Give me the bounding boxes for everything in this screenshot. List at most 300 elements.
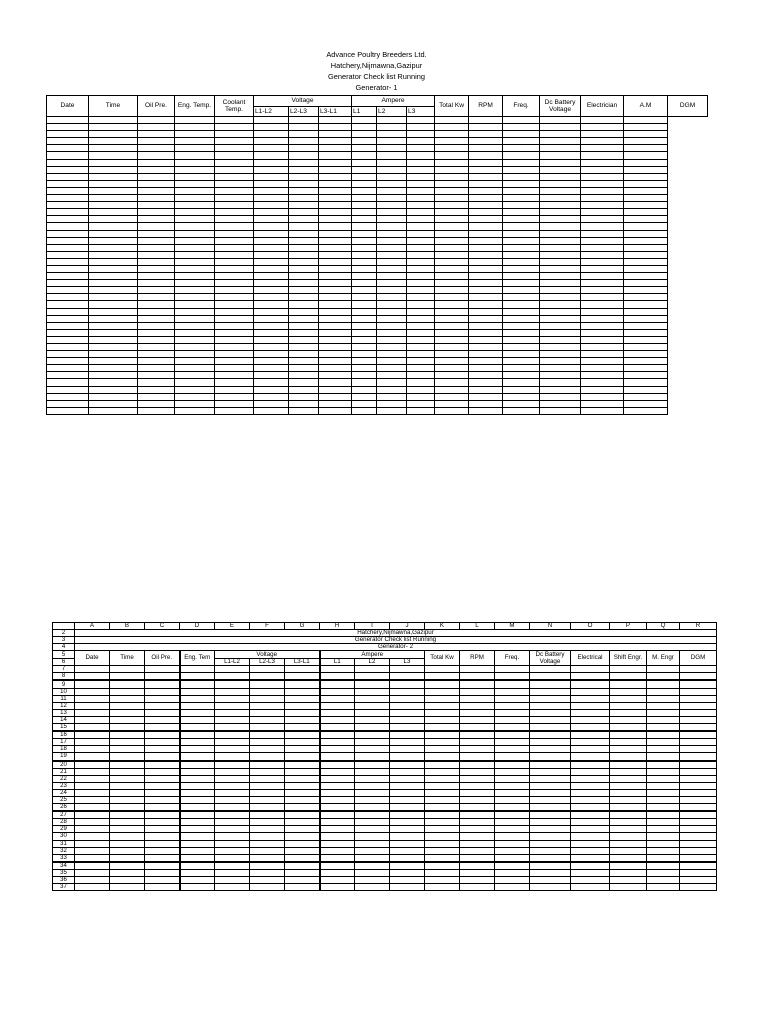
log-cell[interactable]	[319, 265, 352, 272]
log-cell[interactable]	[581, 315, 624, 322]
sheet-cell[interactable]	[425, 796, 460, 803]
log-cell[interactable]	[254, 273, 289, 280]
sheet-cell[interactable]	[390, 862, 425, 870]
sheet-cell[interactable]	[610, 862, 647, 870]
log-cell[interactable]	[377, 344, 407, 351]
log-cell[interactable]	[352, 358, 377, 365]
row-number[interactable]: 4	[53, 644, 75, 651]
log-cell[interactable]	[624, 287, 668, 294]
sheet-cell[interactable]	[110, 739, 145, 746]
sheet-cell[interactable]	[495, 695, 530, 702]
log-cell[interactable]	[581, 336, 624, 343]
log-cell[interactable]	[352, 329, 377, 336]
log-cell[interactable]	[215, 351, 254, 358]
sheet-cell[interactable]	[571, 746, 610, 753]
sheet-cell[interactable]	[110, 673, 145, 681]
log-cell[interactable]	[540, 308, 581, 315]
sheet-cell[interactable]	[215, 775, 250, 782]
log-cell[interactable]	[289, 209, 319, 216]
sheet-cell[interactable]	[647, 731, 680, 739]
sheet-cell[interactable]	[647, 862, 680, 870]
sheet-cell[interactable]	[680, 796, 717, 803]
sheet-cell[interactable]	[355, 680, 390, 688]
col-header-total-kw[interactable]: Total Kw	[425, 651, 460, 666]
log-cell[interactable]	[47, 180, 89, 187]
sheet-cell[interactable]	[647, 847, 680, 854]
log-cell[interactable]	[540, 244, 581, 251]
sheet-cell[interactable]	[75, 688, 110, 695]
sheet-cell[interactable]	[460, 709, 495, 716]
log-cell[interactable]	[138, 400, 175, 407]
log-cell[interactable]	[503, 216, 540, 223]
log-cell[interactable]	[215, 400, 254, 407]
log-cell[interactable]	[289, 336, 319, 343]
log-cell[interactable]	[89, 287, 138, 294]
log-cell[interactable]	[581, 344, 624, 351]
log-cell[interactable]	[469, 273, 503, 280]
sheet-cell[interactable]	[215, 847, 250, 854]
log-cell[interactable]	[469, 223, 503, 230]
sheet-cell[interactable]	[145, 716, 180, 723]
log-cell[interactable]	[377, 223, 407, 230]
sheet-cell[interactable]	[250, 869, 285, 876]
log-cell[interactable]	[319, 131, 352, 138]
log-cell[interactable]	[254, 209, 289, 216]
log-cell[interactable]	[407, 365, 435, 372]
sheet-cell[interactable]	[680, 731, 717, 739]
log-cell[interactable]	[407, 407, 435, 414]
log-cell[interactable]	[407, 117, 435, 124]
log-cell[interactable]	[89, 379, 138, 386]
log-cell[interactable]	[377, 358, 407, 365]
log-cell[interactable]	[352, 393, 377, 400]
log-cell[interactable]	[138, 223, 175, 230]
sheet-cell[interactable]	[215, 869, 250, 876]
log-cell[interactable]	[175, 117, 215, 124]
sheet-cell[interactable]	[145, 854, 180, 862]
log-cell[interactable]	[469, 407, 503, 414]
log-cell[interactable]	[215, 372, 254, 379]
log-cell[interactable]	[407, 244, 435, 251]
sheet-cell[interactable]	[285, 826, 320, 833]
log-cell[interactable]	[215, 173, 254, 180]
sheet-cell[interactable]	[355, 666, 390, 673]
sheet-cell[interactable]	[460, 884, 495, 891]
sheet-cell[interactable]	[460, 847, 495, 854]
sheet-cell[interactable]	[571, 840, 610, 847]
log-cell[interactable]	[89, 315, 138, 322]
sheet-cell[interactable]	[610, 826, 647, 833]
sheet-cell[interactable]	[250, 884, 285, 891]
log-cell[interactable]	[254, 180, 289, 187]
sheet-cell[interactable]	[390, 877, 425, 884]
log-cell[interactable]	[407, 308, 435, 315]
log-cell[interactable]	[407, 400, 435, 407]
log-cell[interactable]	[138, 336, 175, 343]
sheet-cell[interactable]	[145, 884, 180, 891]
sheet-cell[interactable]	[425, 680, 460, 688]
sheet-cell[interactable]	[610, 811, 647, 819]
column-header[interactable]: C	[145, 623, 180, 630]
sheet-cell[interactable]	[75, 761, 110, 769]
log-cell[interactable]	[407, 379, 435, 386]
log-cell[interactable]	[289, 180, 319, 187]
sheet-cell[interactable]	[571, 753, 610, 761]
log-cell[interactable]	[435, 308, 469, 315]
log-cell[interactable]	[138, 237, 175, 244]
log-cell[interactable]	[503, 187, 540, 194]
log-cell[interactable]	[215, 159, 254, 166]
log-cell[interactable]	[581, 244, 624, 251]
sheet-cell[interactable]	[285, 724, 320, 732]
log-cell[interactable]	[581, 294, 624, 301]
sheet-cell[interactable]	[680, 746, 717, 753]
log-cell[interactable]	[352, 322, 377, 329]
sheet-cell[interactable]	[530, 833, 571, 840]
log-cell[interactable]	[503, 195, 540, 202]
log-cell[interactable]	[47, 187, 89, 194]
sheet-cell[interactable]	[647, 811, 680, 819]
sheet-cell[interactable]	[495, 826, 530, 833]
log-cell[interactable]	[289, 258, 319, 265]
log-cell[interactable]	[175, 329, 215, 336]
sheet-cell[interactable]	[355, 833, 390, 840]
log-cell[interactable]	[435, 294, 469, 301]
log-cell[interactable]	[581, 280, 624, 287]
sheet-cell[interactable]	[145, 826, 180, 833]
sheet-cell[interactable]	[425, 840, 460, 847]
sheet-cell[interactable]	[495, 833, 530, 840]
sheet-cell[interactable]	[530, 782, 571, 789]
log-cell[interactable]	[540, 145, 581, 152]
log-cell[interactable]	[469, 315, 503, 322]
sheet-cell[interactable]	[495, 702, 530, 709]
sheet-cell[interactable]	[530, 847, 571, 854]
log-cell[interactable]	[175, 294, 215, 301]
log-cell[interactable]	[435, 365, 469, 372]
log-cell[interactable]	[254, 223, 289, 230]
log-cell[interactable]	[377, 315, 407, 322]
sheet-cell[interactable]	[180, 840, 215, 847]
log-cell[interactable]	[503, 251, 540, 258]
col-header-voltage-l3-l1[interactable]: L3-L1	[285, 658, 320, 666]
log-cell[interactable]	[435, 145, 469, 152]
sheet-cell[interactable]	[571, 877, 610, 884]
sheet-cell[interactable]	[180, 877, 215, 884]
log-cell[interactable]	[540, 372, 581, 379]
log-cell[interactable]	[503, 223, 540, 230]
sheet-cell[interactable]	[610, 666, 647, 673]
sheet-cell[interactable]	[250, 854, 285, 862]
log-cell[interactable]	[581, 209, 624, 216]
log-cell[interactable]	[47, 358, 89, 365]
log-cell[interactable]	[138, 251, 175, 258]
log-cell[interactable]	[469, 152, 503, 159]
sheet-cell[interactable]	[215, 673, 250, 681]
log-cell[interactable]	[407, 280, 435, 287]
sheet-cell[interactable]	[495, 724, 530, 732]
log-cell[interactable]	[503, 159, 540, 166]
log-cell[interactable]	[624, 315, 668, 322]
log-cell[interactable]	[289, 131, 319, 138]
sheet-cell[interactable]	[320, 716, 355, 723]
col-header-time[interactable]: Time	[110, 651, 145, 666]
log-cell[interactable]	[435, 322, 469, 329]
sheet-cell[interactable]	[145, 746, 180, 753]
log-cell[interactable]	[352, 258, 377, 265]
log-cell[interactable]	[503, 407, 540, 414]
log-cell[interactable]	[352, 159, 377, 166]
log-cell[interactable]	[89, 145, 138, 152]
log-cell[interactable]	[47, 152, 89, 159]
log-cell[interactable]	[138, 308, 175, 315]
sheet-cell[interactable]	[530, 854, 571, 862]
log-cell[interactable]	[352, 173, 377, 180]
log-cell[interactable]	[47, 301, 89, 308]
sheet-cell[interactable]	[460, 840, 495, 847]
log-cell[interactable]	[624, 187, 668, 194]
sheet-cell[interactable]	[320, 862, 355, 870]
log-cell[interactable]	[624, 251, 668, 258]
col-header-voltage-l1-l2[interactable]: L1-L2	[215, 658, 250, 666]
sheet-cell[interactable]	[425, 819, 460, 826]
sheet-cell[interactable]	[250, 688, 285, 695]
log-cell[interactable]	[289, 152, 319, 159]
log-cell[interactable]	[352, 308, 377, 315]
log-cell[interactable]	[138, 244, 175, 251]
log-cell[interactable]	[89, 365, 138, 372]
log-cell[interactable]	[469, 187, 503, 194]
log-cell[interactable]	[540, 124, 581, 131]
log-cell[interactable]	[377, 294, 407, 301]
log-cell[interactable]	[215, 138, 254, 145]
log-cell[interactable]	[503, 358, 540, 365]
log-cell[interactable]	[435, 273, 469, 280]
log-cell[interactable]	[407, 336, 435, 343]
log-cell[interactable]	[215, 237, 254, 244]
sheet-cell[interactable]	[110, 702, 145, 709]
sheet-cell[interactable]	[571, 761, 610, 769]
log-cell[interactable]	[175, 145, 215, 152]
sheet-cell[interactable]	[75, 833, 110, 840]
log-cell[interactable]	[175, 244, 215, 251]
row-number[interactable]: 18	[53, 746, 75, 753]
sheet-cell[interactable]	[647, 884, 680, 891]
row-number[interactable]: 11	[53, 695, 75, 702]
sheet-cell[interactable]	[110, 782, 145, 789]
log-cell[interactable]	[254, 187, 289, 194]
row-number[interactable]: 9	[53, 680, 75, 688]
log-cell[interactable]	[138, 393, 175, 400]
sheet-cell[interactable]	[647, 804, 680, 812]
log-cell[interactable]	[503, 365, 540, 372]
sheet-cell[interactable]	[460, 731, 495, 739]
column-header[interactable]: F	[250, 623, 285, 630]
sheet-cell[interactable]	[285, 782, 320, 789]
sheet-cell[interactable]	[530, 884, 571, 891]
log-cell[interactable]	[138, 287, 175, 294]
sheet-cell[interactable]	[320, 884, 355, 891]
log-cell[interactable]	[540, 358, 581, 365]
log-cell[interactable]	[624, 351, 668, 358]
log-cell[interactable]	[47, 393, 89, 400]
log-cell[interactable]	[407, 322, 435, 329]
log-cell[interactable]	[215, 202, 254, 209]
sheet-cell[interactable]	[495, 789, 530, 796]
sheet-cell[interactable]	[530, 695, 571, 702]
log-cell[interactable]	[289, 294, 319, 301]
sheet-cell[interactable]	[75, 789, 110, 796]
log-cell[interactable]	[175, 372, 215, 379]
log-cell[interactable]	[319, 166, 352, 173]
sheet-cell[interactable]	[215, 666, 250, 673]
log-cell[interactable]	[138, 180, 175, 187]
sheet-cell[interactable]	[610, 739, 647, 746]
log-cell[interactable]	[540, 287, 581, 294]
log-cell[interactable]	[540, 265, 581, 272]
log-cell[interactable]	[289, 344, 319, 351]
sheet-cell[interactable]	[110, 833, 145, 840]
log-cell[interactable]	[319, 258, 352, 265]
log-cell[interactable]	[469, 117, 503, 124]
sheet-cell[interactable]	[75, 775, 110, 782]
sheet-cell[interactable]	[390, 840, 425, 847]
log-cell[interactable]	[89, 152, 138, 159]
log-cell[interactable]	[624, 258, 668, 265]
sheet-cell[interactable]	[250, 702, 285, 709]
log-cell[interactable]	[624, 159, 668, 166]
log-cell[interactable]	[89, 336, 138, 343]
sheet-cell[interactable]	[390, 819, 425, 826]
sheet-cell[interactable]	[215, 862, 250, 870]
log-cell[interactable]	[89, 209, 138, 216]
log-cell[interactable]	[377, 308, 407, 315]
sheet-cell[interactable]	[495, 877, 530, 884]
sheet-cell[interactable]	[145, 709, 180, 716]
column-header[interactable]: N	[530, 623, 571, 630]
log-cell[interactable]	[175, 265, 215, 272]
col-header-ampere-l2[interactable]: L2	[355, 658, 390, 666]
log-cell[interactable]	[503, 379, 540, 386]
log-cell[interactable]	[175, 315, 215, 322]
log-cell[interactable]	[319, 351, 352, 358]
sheet-cell[interactable]	[460, 854, 495, 862]
sheet-cell[interactable]	[145, 673, 180, 681]
sheet-cell[interactable]	[647, 695, 680, 702]
log-cell[interactable]	[377, 351, 407, 358]
log-cell[interactable]	[540, 173, 581, 180]
log-cell[interactable]	[503, 344, 540, 351]
sheet-cell[interactable]	[180, 753, 215, 761]
sheet-cell[interactable]	[610, 789, 647, 796]
sheet-cell[interactable]	[680, 869, 717, 876]
log-cell[interactable]	[254, 386, 289, 393]
sheet-cell[interactable]	[571, 688, 610, 695]
sheet-cell[interactable]	[610, 680, 647, 688]
log-cell[interactable]	[469, 351, 503, 358]
log-cell[interactable]	[289, 365, 319, 372]
log-cell[interactable]	[254, 251, 289, 258]
sheet-cell[interactable]	[425, 854, 460, 862]
log-cell[interactable]	[581, 329, 624, 336]
sheet-cell[interactable]	[355, 753, 390, 761]
log-cell[interactable]	[254, 216, 289, 223]
log-cell[interactable]	[289, 379, 319, 386]
log-cell[interactable]	[540, 230, 581, 237]
sheet-cell[interactable]	[285, 811, 320, 819]
sheet-cell[interactable]	[571, 680, 610, 688]
log-cell[interactable]	[581, 131, 624, 138]
sheet-cell[interactable]	[355, 731, 390, 739]
sheet-cell[interactable]	[571, 833, 610, 840]
sheet-cell[interactable]	[680, 811, 717, 819]
log-cell[interactable]	[215, 187, 254, 194]
log-cell[interactable]	[319, 329, 352, 336]
sheet-cell[interactable]	[250, 746, 285, 753]
log-cell[interactable]	[469, 386, 503, 393]
sheet-cell[interactable]	[571, 847, 610, 854]
sheet-cell[interactable]	[530, 862, 571, 870]
sheet-cell[interactable]	[180, 884, 215, 891]
sheet-cell[interactable]	[680, 833, 717, 840]
sheet-cell[interactable]	[680, 673, 717, 681]
sheet-cell[interactable]	[250, 789, 285, 796]
sheet-cell[interactable]	[145, 833, 180, 840]
log-cell[interactable]	[435, 280, 469, 287]
log-cell[interactable]	[624, 202, 668, 209]
log-cell[interactable]	[540, 138, 581, 145]
log-cell[interactable]	[89, 159, 138, 166]
log-cell[interactable]	[352, 202, 377, 209]
log-cell[interactable]	[89, 173, 138, 180]
log-cell[interactable]	[624, 152, 668, 159]
log-cell[interactable]	[254, 287, 289, 294]
row-number[interactable]: 16	[53, 731, 75, 739]
log-cell[interactable]	[352, 237, 377, 244]
log-cell[interactable]	[435, 195, 469, 202]
sheet-cell[interactable]	[610, 731, 647, 739]
sheet-cell[interactable]	[425, 761, 460, 769]
sheet-cell[interactable]	[571, 731, 610, 739]
log-cell[interactable]	[352, 244, 377, 251]
log-cell[interactable]	[138, 131, 175, 138]
log-cell[interactable]	[407, 351, 435, 358]
log-cell[interactable]	[138, 202, 175, 209]
log-cell[interactable]	[47, 138, 89, 145]
log-cell[interactable]	[47, 209, 89, 216]
log-cell[interactable]	[581, 159, 624, 166]
sheet-cell[interactable]	[425, 716, 460, 723]
log-cell[interactable]	[319, 251, 352, 258]
log-cell[interactable]	[215, 195, 254, 202]
sheet-cell[interactable]	[390, 782, 425, 789]
sheet-cell[interactable]	[495, 731, 530, 739]
log-cell[interactable]	[319, 393, 352, 400]
sheet-cell[interactable]	[75, 811, 110, 819]
sheet-cell[interactable]	[145, 731, 180, 739]
log-cell[interactable]	[89, 195, 138, 202]
log-cell[interactable]	[254, 329, 289, 336]
row-number[interactable]: 24	[53, 789, 75, 796]
log-cell[interactable]	[469, 294, 503, 301]
log-cell[interactable]	[407, 173, 435, 180]
sheet-cell[interactable]	[110, 709, 145, 716]
row-number[interactable]: 34	[53, 862, 75, 870]
sheet-cell[interactable]	[215, 753, 250, 761]
sheet-cell[interactable]	[530, 673, 571, 681]
sheet-cell[interactable]	[571, 716, 610, 723]
sheet-cell[interactable]	[495, 739, 530, 746]
